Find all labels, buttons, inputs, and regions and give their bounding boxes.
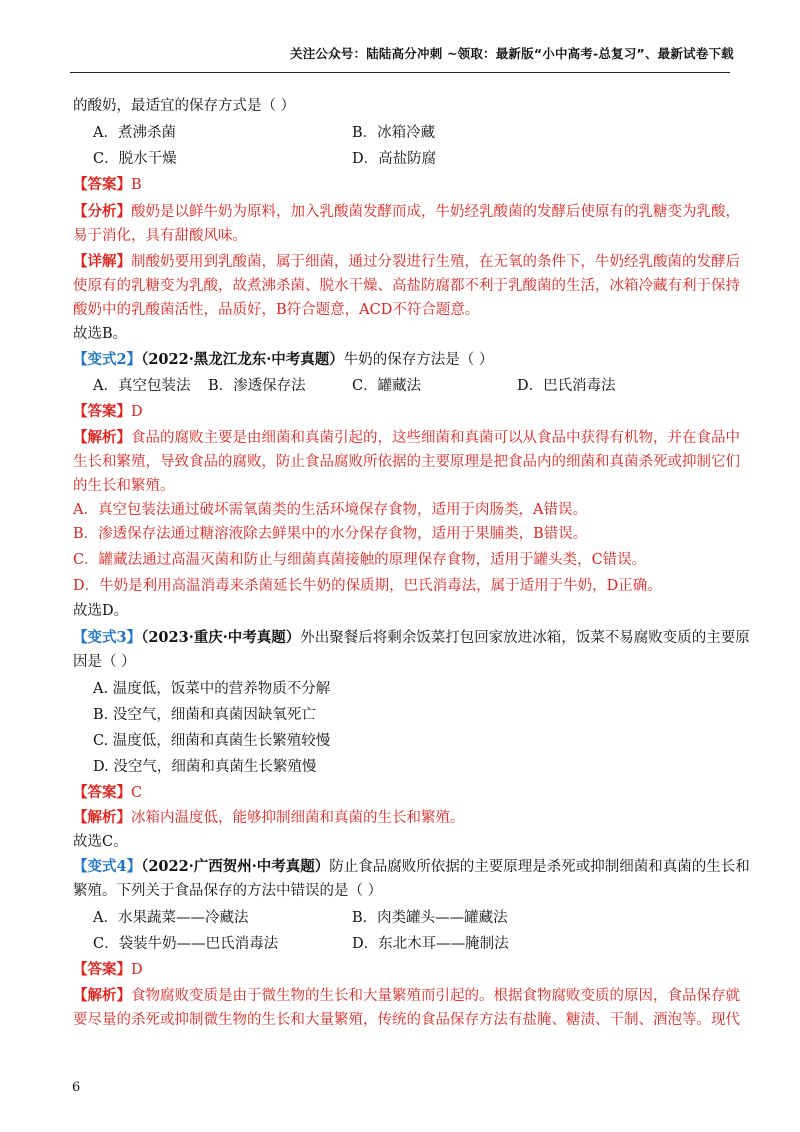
q2-explanation-d: D．牛奶是利用高温消毒来杀菌延长牛奶的保质期，巴氏消毒法，属于适用于牛奶，D正确。 xyxy=(73,578,662,594)
q3-option-a: A. 温度低，饭菜中的营养物质不分解 xyxy=(93,681,331,697)
analysis-text: 食品的腐败主要是由细菌和真菌引起的，这些细菌和真菌可以从食品中获得有机物，并在食品中 xyxy=(131,430,740,446)
answer-tag: 【答案】 xyxy=(73,403,131,420)
question-source: （2022·广西贺州·中考真题） xyxy=(141,858,330,875)
question-source: （2022·黑龙江龙东·中考真题） xyxy=(141,351,344,368)
q2-answer xyxy=(73,402,143,422)
q4-option-d: D．东北木耳——腌制法 xyxy=(352,936,509,952)
page-header: 关注公众号：陆陆高分冲刺 ~领取：最新版“小中高考-总复习”、最新试卷下载 xyxy=(290,46,734,61)
analysis-tag: 【解析】 xyxy=(73,809,131,826)
q1-stem: 的酸奶，最适宜的保存方式是（ ） xyxy=(73,98,296,114)
question-source: （2023·重庆·中考真题） xyxy=(141,629,301,646)
q3-answer xyxy=(73,783,142,803)
analysis-text: 食物腐败变质是由于微生物的生长和大量繁殖而引起的。根据食物腐败变质的原因，食品保存就 xyxy=(131,988,740,1004)
variant-label: 【变式2】 xyxy=(73,351,142,368)
answer-tag: 【答案】 xyxy=(73,784,131,801)
q4-stem-line xyxy=(73,857,750,877)
q4-option-a: A．水果蔬菜——冷藏法 xyxy=(93,910,249,926)
q3-stem-line xyxy=(73,628,750,648)
q1-detail-line xyxy=(73,252,740,272)
answer-value: B xyxy=(131,177,142,193)
q1-detail-line: 使原有的乳糖变为乳酸，故煮沸杀菌、脱水干燥、高盐防腐都不利于乳酸菌的生活，冰箱冷藏有利于保持 xyxy=(73,278,740,294)
q1-option-d: D．高盐防腐 xyxy=(352,151,437,167)
q2-explanation-a: A．真空包装法通过破坏需氧菌类的生活环境保存食物，适用于肉肠类，A错误。 xyxy=(73,502,587,518)
analysis-tag: 【解析】 xyxy=(73,987,131,1004)
q4-analysis-line: 要尽量的杀死或抑制微生物的生长和大量繁殖，传统的食品保存方法有盐腌、糖渍、干制、酒泡等。现代 xyxy=(73,1012,740,1028)
q3-option-b: B. 没空气，细菌和真菌因缺氧死亡 xyxy=(93,707,316,723)
q2-analysis-line: 的生长和繁殖。 xyxy=(73,478,175,494)
q1-option-a: A．煮沸杀菌 xyxy=(93,125,176,141)
answer-value: D xyxy=(131,404,143,420)
q2-option-d: D．巴氏消毒法 xyxy=(517,378,616,394)
analysis-text: 酸奶是以鲜牛奶为原料，加入乳酸菌发酵而成，牛奶经乳酸菌的发酵后使原有的乳糖变为乳酸， xyxy=(131,204,740,220)
q2-option-c: C．罐藏法 xyxy=(352,378,422,394)
analysis-text: 冰箱内温度低，能够抑制细菌和真菌的生长和繁殖。 xyxy=(131,810,465,826)
variant-label: 【变式3】 xyxy=(73,629,142,646)
q3-option-c: C. 温度低，细菌和真菌生长繁殖较慢 xyxy=(93,733,331,749)
q4-answer xyxy=(73,960,143,980)
question-stem: 外出聚餐后将剩余饭菜打包回家放进冰箱，饭菜不易腐败变质的主要原 xyxy=(300,630,750,646)
header-divider xyxy=(70,72,730,73)
q1-conclusion: 故选B。 xyxy=(73,326,128,342)
q3-stem-line: 因是（ ） xyxy=(73,654,136,670)
q1-option-c: C．脱水干燥 xyxy=(93,151,177,167)
q2-explanation-b: B．渗透保存法通过糖溶液除去鲜果中的水分保存食物，适用于果脯类，B错误。 xyxy=(73,526,588,542)
question-stem: 牛奶的保存方法是（ ） xyxy=(343,352,494,368)
q2-option-a: A．真空包装法 xyxy=(93,378,191,394)
q2-analysis-line: 生长和繁殖，导致食品的腐败，防止食品腐败所依据的主要原理是把食品内的细菌和真菌杀死或抑制它们 xyxy=(73,454,740,470)
q2-option-b: B．渗透保存法 xyxy=(208,378,306,394)
q2-stem-line xyxy=(73,350,493,370)
detail-tag: 【详解】 xyxy=(73,253,131,270)
q2-explanation-c: C．罐藏法通过高温灭菌和防止与细菌真菌接触的原理保存食物，适用于罐头类，C错误。 xyxy=(73,552,647,568)
q2-conclusion: 故选D。 xyxy=(73,603,129,619)
answer-value: C xyxy=(131,785,143,801)
q3-analysis-line xyxy=(73,808,465,828)
detail-text: 制酸奶要用到乳酸菌，属于细菌，通过分裂进行生殖，在无氧的条件下，牛奶经乳酸菌的发酵后 xyxy=(131,254,740,270)
analysis-tag: 【分析】 xyxy=(73,203,131,220)
q1-answer xyxy=(73,175,142,195)
q1-option-b: B．冰箱冷藏 xyxy=(352,125,436,141)
analysis-tag: 【解析】 xyxy=(73,429,131,446)
q4-option-b: B．肉类罐头——罐藏法 xyxy=(352,910,508,926)
answer-value: D xyxy=(131,962,143,978)
q2-analysis-line xyxy=(73,428,740,448)
q4-option-c: C．袋装牛奶——巴氏消毒法 xyxy=(93,936,279,952)
q1-analysis-line xyxy=(73,202,740,222)
q1-analysis-line: 易于消化，具有甜酸风味。 xyxy=(73,228,247,244)
variant-label: 【变式4】 xyxy=(73,858,142,875)
q4-analysis-line xyxy=(73,986,740,1006)
answer-tag: 【答案】 xyxy=(73,961,131,978)
q4-stem-line: 繁殖。下列关于食品保存的方法中错误的是（ ） xyxy=(73,883,383,899)
page-number: 6 xyxy=(72,1080,81,1095)
q3-option-d: D. 没空气，细菌和真菌生长繁殖慢 xyxy=(93,759,317,775)
question-stem: 防止食品腐败所依据的主要原理是杀死或抑制细菌和真菌的生长和 xyxy=(329,859,750,875)
q1-detail-line: 酸奶中的乳酸菌活性，品质好，B符合题意，ACD不符合题意。 xyxy=(73,302,480,318)
answer-tag: 【答案】 xyxy=(73,176,131,193)
q3-conclusion: 故选C。 xyxy=(73,834,128,850)
